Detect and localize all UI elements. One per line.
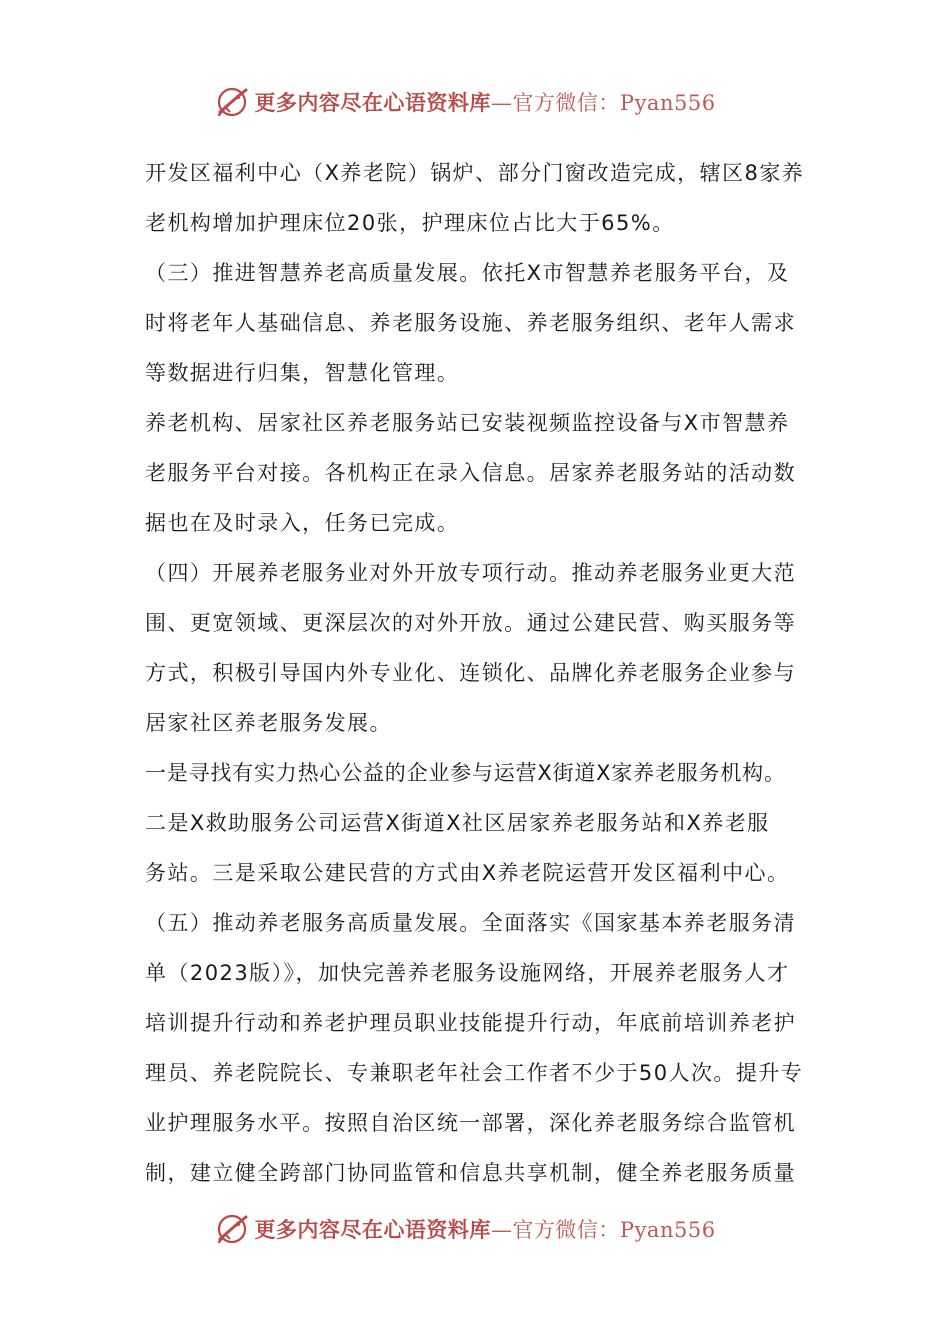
body-line: 二是X救助服务公司运营X街道X社区居家养老服务站和X养老服 [145, 811, 770, 835]
body-line: 培训提升行动和养老护理员职业技能提升行动，年底前培训养老护 [145, 1011, 797, 1035]
body-line: 时将老年人基础信息、养老服务设施、养老服务组织、老年人需求 [145, 311, 797, 335]
footer-watermark-contact: —官方微信：Pyan556 [490, 1218, 716, 1242]
body-line: 老服务平台对接。各机构正在录入信息。居家养老服务站的活动数 [145, 461, 797, 485]
pen-logo-icon [216, 85, 250, 119]
footer-watermark-main: 更多内容尽在心语资料库 [254, 1217, 491, 1242]
body-line: （五）推动养老服务高质量发展。全面落实《国家基本养老服务清 [145, 911, 797, 935]
body-line: 老机构增加护理床位20张，护理床位占比大于65%。 [145, 211, 675, 235]
body-line: 务站。三是采取公建民营的方式由X养老院运营开发区福利中心。 [145, 861, 790, 885]
body-line: 开发区福利中心（X养老院）锅炉、部分门窗改造完成，辖区8家养 [145, 161, 805, 185]
footer-watermark-inner [216, 1212, 715, 1246]
document-body [145, 148, 835, 1198]
body-line: 居家社区养老服务发展。 [145, 711, 392, 735]
body-line: 业护理服务水平。按照自治区统一部署，深化养老服务综合监管机 [145, 1111, 797, 1135]
body-line: 制，建立健全跨部门协同监管和信息共享机制，健全养老服务质量 [145, 1161, 797, 1185]
body-line: 养老机构、居家社区养老服务站已安装视频监控设备与X市智慧养 [145, 411, 790, 435]
body-line: 一是寻找有实力热心公益的企业参与运营X街道X家养老服务机构。 [145, 761, 786, 785]
body-line: 单（2023版）》，加快完善养老服务设施网络，开展养老服务人才 [145, 961, 790, 985]
body-line: 等数据进行归集，智慧化管理。 [145, 361, 460, 385]
footer-watermark-text [254, 1214, 715, 1244]
header-watermark-contact: —官方微信：Pyan556 [490, 91, 716, 115]
body-line: 围、更宽领域、更深层次的对外开放。通过公建民营、购买服务等 [145, 611, 797, 635]
body-line: （三）推进智慧养老高质量发展。依托X市智慧养老服务平台，及 [145, 261, 790, 285]
pen-logo-icon [216, 1212, 250, 1246]
body-line: （四）开展养老服务业对外开放专项行动。推动养老服务业更大范 [145, 561, 797, 585]
body-line: 理员、养老院院长、专兼职老年社会工作者不少于50人次。提升专 [145, 1061, 804, 1085]
header-watermark [0, 82, 950, 122]
body-line: 据也在及时录入，任务已完成。 [145, 511, 460, 535]
body-line: 方式，积极引导国内外专业化、连锁化、品牌化养老服务企业参与 [145, 661, 797, 685]
header-watermark-inner [216, 85, 715, 119]
header-watermark-text [254, 87, 715, 117]
footer-watermark [0, 1209, 950, 1249]
header-watermark-main: 更多内容尽在心语资料库 [254, 90, 491, 115]
